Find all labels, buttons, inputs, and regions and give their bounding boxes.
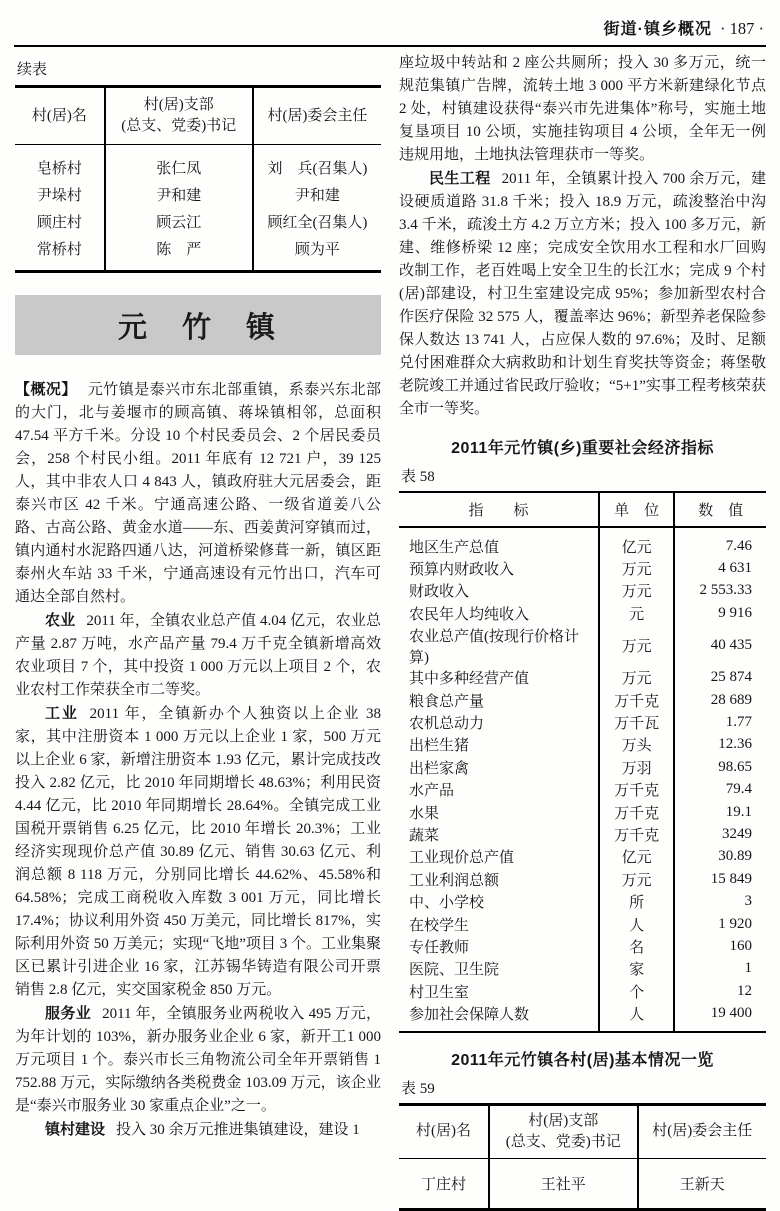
- indicator-cell: 农业总产值(按现行价格计算): [399, 625, 599, 667]
- table-row: [399, 801, 766, 823]
- secretary-cell: 顾云江: [105, 208, 253, 235]
- industry-paragraph: [15, 702, 381, 1002]
- value-cell: 1: [744, 960, 752, 977]
- section-label: 民生工程: [429, 170, 491, 187]
- section-label: 服务业: [45, 1005, 92, 1022]
- table-row: [399, 779, 766, 801]
- table-row: [399, 580, 766, 602]
- table-row: [399, 602, 766, 624]
- unit-cell: 万元: [599, 625, 674, 667]
- value-cell: 12: [737, 982, 752, 999]
- services-paragraph: [15, 1002, 381, 1118]
- value-cell: 19.1: [725, 803, 752, 820]
- indicator-cell: 蔬菜: [399, 823, 599, 845]
- value-cell: 160: [729, 937, 752, 954]
- indicator-cell: 专任教师: [399, 935, 599, 957]
- header-rule: [14, 45, 766, 47]
- col-header-value: 数 值: [674, 492, 766, 527]
- col-header-line2: (总支、党委)书记: [505, 1133, 621, 1150]
- table-row: [399, 689, 766, 711]
- indicator-cell: 地区生产总值: [399, 527, 599, 557]
- table-row: [399, 958, 766, 980]
- col-header-line1: 村(居)支部: [143, 97, 214, 113]
- left-column: [15, 56, 381, 1142]
- running-head-title: 街道·镇乡概况: [603, 21, 712, 38]
- table-row: [399, 823, 766, 845]
- indicator-cell: 出栏家禽: [399, 756, 599, 778]
- unit-cell: 人: [599, 1002, 674, 1031]
- indicators-table-number: 表 58: [401, 469, 435, 485]
- table-row: [399, 756, 766, 778]
- village-name-cell: 常桥村: [15, 235, 105, 272]
- value-cell: 25 874: [710, 669, 752, 686]
- unit-cell: 万元: [599, 868, 674, 890]
- unit-cell: 个: [599, 980, 674, 1002]
- unit-cell: 万千克: [599, 823, 674, 845]
- indicator-cell: 在校学生: [399, 913, 599, 935]
- director-cell: 顾红全(召集人): [267, 215, 368, 231]
- livelihood-paragraph: [399, 167, 766, 421]
- table-row: [399, 935, 766, 957]
- unit-cell: 元: [599, 602, 674, 624]
- value-cell: 3: [744, 893, 752, 910]
- section-label: 【概况】: [15, 381, 77, 398]
- village-name-cell: 顾庄村: [15, 208, 105, 235]
- paragraph-text: 座垃圾中转站和 2 座公共厕所；投入 30 多万元，统一规范集镇广告牌，流转土地 3 000 平方米新建绿化节点 2 处，村镇建设获得“泰兴市先进集体”称号，实施土地复垦项目 10 公顷，实施挂钩项目 4 公顷，全年无一例违规用地，土地执法管理获市一等奖。: [399, 55, 766, 163]
- value-cell: 12.36: [718, 736, 752, 753]
- col-header-village-name: 村(居)名: [399, 1104, 489, 1158]
- table-row: [399, 868, 766, 890]
- col-header-committee-director: 村(居)委会主任: [253, 87, 381, 145]
- right-column: [399, 52, 766, 1211]
- indicator-cell: 医院、卫生院: [399, 958, 599, 980]
- continued-table-label: 续表: [17, 62, 48, 78]
- secretary-cell: 陈 严: [105, 235, 253, 272]
- table-row: [399, 667, 766, 689]
- value-cell: 40 435: [710, 637, 752, 654]
- table-row: [15, 181, 381, 208]
- value-cell: 15 849: [710, 870, 752, 887]
- unit-cell: 万羽: [599, 756, 674, 778]
- director-cell: 尹和建: [294, 188, 340, 204]
- unit-cell: 万元: [599, 667, 674, 689]
- paragraph-text: 2011 年，全镇服务业两税收入 495 万元，为年计划的 103%，新办服务业企业 6 家，新开工1 000 万元项目 1 个。泰兴市长三角物流公司全年开票销售 1 752.88 万元，实际缴纳各类税费金 103.09 万元，该企业是“泰兴市服务业 30 家重点企业”之一。: [15, 1006, 381, 1114]
- paragraph-text: 元竹镇是泰兴市东北部重镇，系泰兴东北部的大门，北与姜堰市的顾高镇、蒋垛镇相邻，总面积 47.54 平方千米。分设 10 个村民委员会、2 个居民委员会，258 个村民小组。2011 年底有 12 721 户，39 125 人，其中非农人口 4 843 人，镇政府驻大元居委会，距泰兴市区 42 千米。宁通高速公路、一级省道姜八公路、古高公路、黄金水道——东、西姜黄河穿镇而过，镇内通村水泥路四通八达，河道桥梁修葺一新，镇区距泰州火车站 33 千米，宁通高速设有元竹出口，汽车可通达全部自然村。: [15, 382, 381, 605]
- overview-paragraph: [15, 378, 381, 609]
- table-row: [399, 625, 766, 667]
- section-label: 农业: [45, 612, 76, 629]
- table-row: [399, 980, 766, 1002]
- indicator-cell: 工业利润总额: [399, 868, 599, 890]
- director-cell: 王新天: [679, 1177, 725, 1194]
- unit-cell: 亿元: [599, 527, 674, 557]
- table-row: [399, 557, 766, 579]
- col-header-line1: 村(居)支部: [528, 1112, 599, 1129]
- table-header-row: [15, 87, 381, 145]
- village-basic-info-table: [399, 1103, 766, 1211]
- indicator-cell: 中、小学校: [399, 890, 599, 912]
- table-row: [399, 846, 766, 868]
- page-header: [604, 16, 764, 39]
- paragraph-text: 投入 30 余万元推进集镇建设，建设 1: [116, 1122, 360, 1138]
- page-number: · 187 ·: [720, 19, 764, 38]
- paragraph-text: 2011 年，全镇新办个人独资以上企业 38 家，其中注册资本 1 000 万元以上企业 1 家，500 万元以上企业 6 家，新增注册资本 1.93 亿元，累计完成技改投入 2.82 亿元，比 2010 年同期增长 48.63%；利用民资 4.44 亿元，比 2010 年同期增长 28.64%。全镇完成工业国税开票销售 6.25 亿元，比 2010 年增长 20.3%；工业经济实现现价总产值 30.89 亿元、销售 30.63 亿元、利润总额 8 118 万元，分别同比增长 44.62%、45.58%和 64.58%；完成工商税收入库数 3 001 万元，同比增长 17.4%；协议利用外资 450 万美元，同比增长 817%，实际利用外资 50 万美元；实现“飞地”项目 3 个。工业集聚区已累计引进企业 16 家，江苏锡华铸造有限公司开票销售 2.8 亿元，实交国家税金 850 万元。: [15, 706, 381, 998]
- indicator-cell: 水产品: [399, 779, 599, 801]
- unit-cell: 万千克: [599, 779, 674, 801]
- director-cell: 顾为平: [294, 242, 340, 258]
- value-cell: 79.4: [725, 781, 752, 798]
- town-construction-paragraph: [15, 1118, 381, 1142]
- secretary-cell: 张仁凤: [105, 145, 253, 182]
- col-header-committee-director: 村(居)委会主任: [638, 1104, 766, 1158]
- table-row: [15, 208, 381, 235]
- village-table-number: 表 59: [401, 1080, 435, 1097]
- economic-indicators-table: [399, 491, 766, 1033]
- col-header-unit: 单 位: [599, 492, 674, 527]
- village-name-cell: 尹垛村: [15, 181, 105, 208]
- table-header-row: [399, 492, 766, 527]
- value-cell: 7.46: [725, 537, 752, 554]
- section-label: 工业: [45, 705, 79, 722]
- indicator-cell: 粮食总产量: [399, 689, 599, 711]
- col-header-branch-secretary: [489, 1104, 638, 1158]
- village-table-title: 2011年元竹镇各村(居)基本情况一览: [451, 1051, 714, 1069]
- secretary-cell: 尹和建: [105, 181, 253, 208]
- indicator-cell: 农民年人均纯收入: [399, 602, 599, 624]
- paragraph-text: 2011 年，全镇累计投入 700 余万元，建设硬质道路 31.8 千米；投入 18.9 万元，疏浚整治中沟 3.4 千米，疏浚土方 4.2 万立方米；投入 100 多万元，新建、维修桥梁 12 座；完成安全饮用水工程和水厂回购改制工作，老百姓喝上安全卫生的长江水；完成 9 个村(居)部建设，村卫生室建设完成 95%；参加新型农村合作医疗保险 32 575 人，覆盖率达 96%；新型养老保险参保人数达 13 741 人，占应保人数的 97.6%；及时、足额兑付困难群众大病救助和计划生育奖扶等资金；蒋堡敬老院竣工并通过省民政厅验收；“5+1”实事工程考核荣获全市一等奖。: [399, 171, 766, 417]
- indicator-cell: 出栏生猪: [399, 734, 599, 756]
- table-row: [399, 527, 766, 557]
- value-cell: 1 920: [718, 915, 752, 932]
- unit-cell: 万千瓦: [599, 711, 674, 733]
- table-row: [399, 1002, 766, 1031]
- town-title-banner: [15, 295, 381, 355]
- indicator-cell: 水果: [399, 801, 599, 823]
- value-cell: 1.77: [725, 714, 752, 731]
- continuation-paragraph: [399, 52, 766, 167]
- town-title: 元 竹 镇: [117, 311, 278, 344]
- value-cell: 30.89: [718, 848, 752, 865]
- table-row: [399, 1158, 766, 1209]
- value-cell: 9 916: [718, 604, 752, 621]
- unit-cell: 名: [599, 935, 674, 957]
- value-cell: 19 400: [710, 1005, 752, 1022]
- unit-cell: 亿元: [599, 846, 674, 868]
- col-header-village-name: 村(居)名: [15, 87, 105, 145]
- village-leaders-table-continued: [15, 85, 381, 273]
- indicator-cell: 财政收入: [399, 580, 599, 602]
- indicator-cell: 工业现价总产值: [399, 846, 599, 868]
- value-cell: 4 631: [718, 560, 752, 577]
- col-header-indicator: 指 标: [399, 492, 599, 527]
- village-name-cell: 皂桥村: [15, 145, 105, 182]
- value-cell: 28 689: [710, 691, 752, 708]
- value-cell: 2 553.33: [699, 582, 752, 599]
- secretary-cell: 王社平: [489, 1158, 638, 1209]
- table-row: [399, 913, 766, 935]
- unit-cell: 万元: [599, 580, 674, 602]
- indicator-cell: 农机总动力: [399, 711, 599, 733]
- unit-cell: 万元: [599, 557, 674, 579]
- table-header-row: [399, 1104, 766, 1158]
- agriculture-paragraph: [15, 609, 381, 702]
- indicators-table-title: 2011年元竹镇(乡)重要社会经济指标: [451, 440, 714, 457]
- table-row: [399, 734, 766, 756]
- table-row: [15, 235, 381, 272]
- table-row: [399, 711, 766, 733]
- value-cell: 3249: [722, 825, 752, 842]
- col-header-line2: (总支、党委)书记: [121, 118, 237, 134]
- director-cell: 刘 兵(召集人): [267, 161, 368, 177]
- section-label: 镇村建设: [45, 1121, 106, 1138]
- indicator-cell: 预算内财政收入: [399, 557, 599, 579]
- unit-cell: 万千克: [599, 801, 674, 823]
- unit-cell: 所: [599, 890, 674, 912]
- indicator-cell: 其中多种经营产值: [399, 667, 599, 689]
- indicator-cell: 村卫生室: [399, 980, 599, 1002]
- unit-cell: 人: [599, 913, 674, 935]
- table-row: [15, 145, 381, 182]
- indicator-cell: 参加社会保障人数: [399, 1002, 599, 1031]
- value-cell: 98.65: [718, 758, 752, 775]
- unit-cell: 万千克: [599, 689, 674, 711]
- village-name-cell: 丁庄村: [399, 1158, 489, 1209]
- unit-cell: 万头: [599, 734, 674, 756]
- paragraph-text: 2011 年，全镇农业总产值 4.04 亿元，农业总产量 2.87 万吨，水产品产量 79.4 万千克全镇新增高效农业项目 7 个，其中投资 1 000 万元以上项目 2 个，农业农村工作荣获全市二等奖。: [15, 613, 381, 698]
- table-row: [399, 890, 766, 912]
- unit-cell: 家: [599, 958, 674, 980]
- col-header-branch-secretary: [105, 87, 253, 145]
